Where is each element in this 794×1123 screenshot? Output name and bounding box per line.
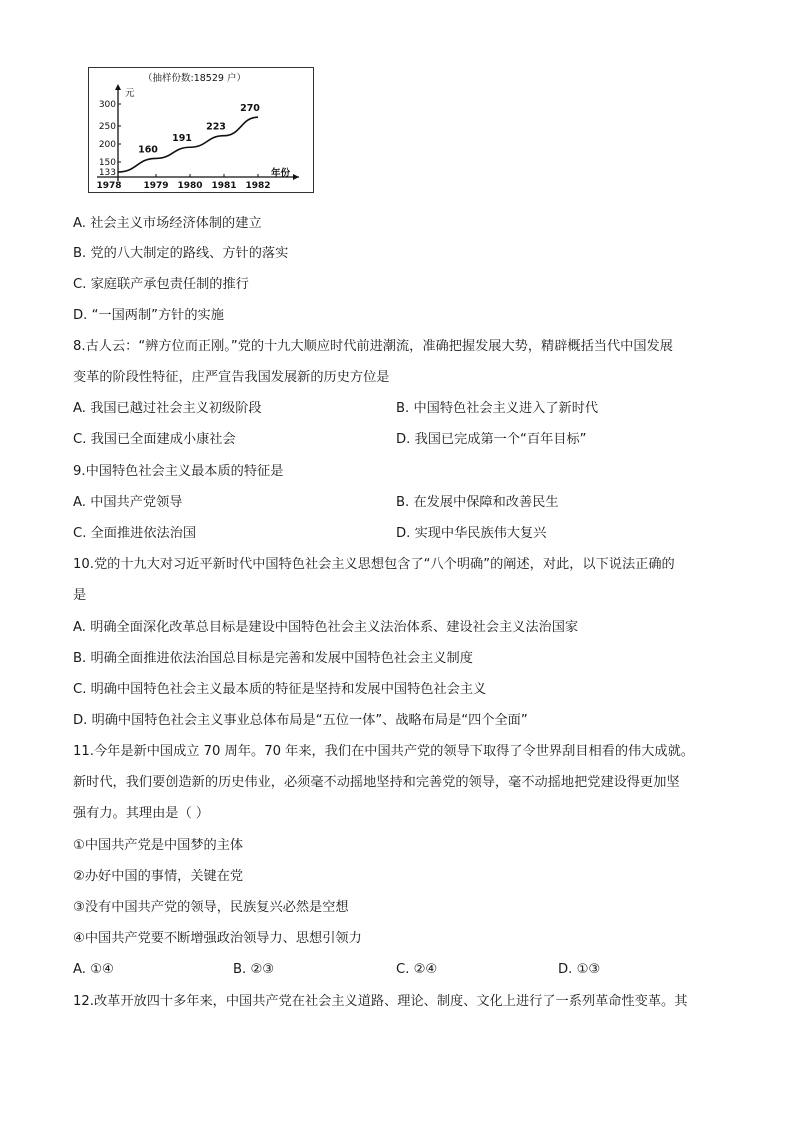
option-letter: D. [396, 526, 411, 541]
option-text: ①④ [90, 962, 114, 977]
option-text: 我国已完成第一个“百年目标” [414, 432, 587, 447]
x-tick-label: 1980 [177, 181, 203, 191]
q11-item-4: ④中国共产党要不断增强政治领导力、思想引领力 [73, 931, 362, 946]
q10-stem-line1: 10.党的十九大对习近平新时代中国特色社会主义思想包含了“八个明确”的阐述，对此，以下说法正确的 [73, 557, 675, 572]
option-letter: D. [73, 308, 88, 323]
q7-option-d[interactable] [73, 308, 224, 324]
q11-option-a[interactable] [73, 962, 114, 978]
q11-item-1: ①中国共产党是中国梦的主体 [73, 838, 244, 853]
option-letter: B. [73, 246, 87, 261]
q9-option-c[interactable] [73, 526, 196, 542]
q7-option-a[interactable] [73, 216, 262, 232]
q11-stem-line2: 新时代，我们要创造新的历史伟业，必须毫不动摇地坚持和完善党的领导，毫不动摇地把党建设得更加坚 [73, 775, 680, 790]
option-text: 实现中华民族伟大复兴 [414, 526, 547, 541]
data-label: 223 [206, 121, 226, 133]
option-text: 家庭联产承包责任制的推行 [90, 277, 249, 292]
chart-plot [96, 84, 299, 191]
q10-option-b[interactable] [73, 651, 473, 667]
x-tick-label: 1979 [143, 181, 169, 191]
q9-option-d[interactable] [396, 526, 546, 542]
option-letter: B. [73, 651, 87, 666]
y-tick-label: 250 [98, 122, 116, 132]
data-label: 191 [172, 133, 192, 145]
q11-item-3: ③没有中国共产党的领导，民族复兴必然是空想 [73, 900, 349, 915]
option-text: 明确全面深化改革总目标是建设中国特色社会主义法治体系、建设社会主义法治国家 [90, 620, 579, 635]
option-text: 社会主义市场经济体制的建立 [90, 216, 262, 231]
option-text: 我国已越过社会主义初级阶段 [90, 401, 262, 416]
q10-stem-line2: 是 [73, 588, 87, 603]
option-text: 我国已全面建成小康社会 [90, 432, 236, 447]
option-letter: C. [396, 962, 410, 977]
x-axis-arrow [293, 174, 299, 180]
q11-stem-line1: 11.今年是新中国成立 70 周年。70 年来，我们在中国共产党的领导下取得了令世界刮目相看的伟大成就。 [73, 744, 694, 759]
option-letter: C. [73, 277, 87, 292]
q8-option-a[interactable] [73, 401, 262, 417]
y-unit-label: 元 [125, 88, 135, 99]
q10-option-c[interactable] [73, 682, 486, 698]
income-line-chart [88, 67, 314, 193]
option-text: ①③ [576, 962, 601, 977]
option-letter: A. [73, 216, 86, 231]
option-letter: A. [73, 620, 86, 635]
q9-option-b[interactable] [396, 495, 559, 511]
q7-option-c[interactable] [73, 277, 249, 293]
q8-stem-line2: 变革的阶段性特征，庄严宣告我国发展新的历史方位是 [73, 370, 390, 385]
q12-stem-line1: 12.改革开放四十多年来，中国共产党在社会主义道路、理论、制度、文化上进行了一系列革命性变革。其 [73, 994, 688, 1009]
q11-option-c[interactable] [396, 962, 437, 978]
option-text: 中国共产党领导 [90, 495, 183, 510]
option-text: 中国特色社会主义进入了新时代 [413, 401, 599, 416]
option-letter: B. [396, 495, 410, 510]
option-letter: B. [233, 962, 247, 977]
q11-option-d[interactable] [558, 962, 600, 978]
option-letter: A. [73, 962, 86, 977]
y-tick-label: 300 [98, 100, 116, 110]
option-text: “一国两制”方针的实施 [91, 308, 224, 323]
q7-option-b[interactable] [73, 246, 288, 262]
option-letter: D. [558, 962, 573, 977]
y-tick-label: 133 [98, 168, 116, 178]
option-text: 明确全面推进依法治国总目标是完善和发展中国特色社会主义制度 [90, 651, 473, 666]
q10-option-d[interactable] [73, 713, 528, 729]
q11-stem-line3: 强有力。其理由是（ ） [73, 806, 210, 821]
option-letter: B. [396, 401, 410, 416]
option-text: 在发展中保障和改善民生 [413, 495, 559, 510]
option-text: 明确中国特色社会主义最本质的特征是坚持和发展中国特色社会主义 [90, 682, 487, 697]
chart-svg [89, 68, 313, 192]
y-tick-label: 200 [98, 140, 116, 150]
q8-option-d[interactable] [396, 432, 586, 448]
option-text: 明确中国特色社会主义事业总体布局是“五位一体”、战略布局是“四个全面” [91, 713, 528, 728]
q8-option-c[interactable] [73, 432, 236, 448]
chart-caption: （抽样份数:18529 户） [143, 73, 246, 84]
y-axis-arrow [115, 84, 121, 90]
q8-option-b[interactable] [396, 401, 598, 417]
data-label: 270 [240, 103, 260, 115]
option-letter: A. [73, 401, 86, 416]
option-letter: A. [73, 495, 86, 510]
option-letter: D. [396, 432, 411, 447]
option-text: ②④ [413, 962, 438, 977]
y-tick-label: 150 [98, 158, 116, 168]
option-text: 党的八大制定的路线、方针的落实 [90, 246, 289, 261]
x-tick-label: 1981 [211, 181, 237, 191]
option-letter: C. [73, 682, 87, 697]
x-tick-label: 1978 [96, 181, 122, 191]
q8-stem-line1: 8.古人云：“辨方位而正刚。”党的十九大顺应时代前进潮流，准确把握发展大势，精辟概括当代中国发展 [73, 339, 673, 354]
data-label: 160 [138, 144, 158, 156]
option-letter: C. [73, 432, 87, 447]
q11-option-b[interactable] [233, 962, 274, 978]
option-letter: C. [73, 526, 87, 541]
x-tick-label: 1982 [245, 181, 271, 191]
option-text: 全面推进依法治国 [90, 526, 197, 541]
option-letter: D. [73, 713, 88, 728]
q10-option-a[interactable] [73, 620, 578, 636]
x-unit-label: 年份 [271, 168, 291, 179]
q9-option-a[interactable] [73, 495, 183, 511]
q11-item-2: ②办好中国的事情，关键在党 [73, 869, 244, 884]
q9-stem: 9.中国特色社会主义最本质的特征是 [73, 464, 284, 479]
option-text: ②③ [250, 962, 275, 977]
